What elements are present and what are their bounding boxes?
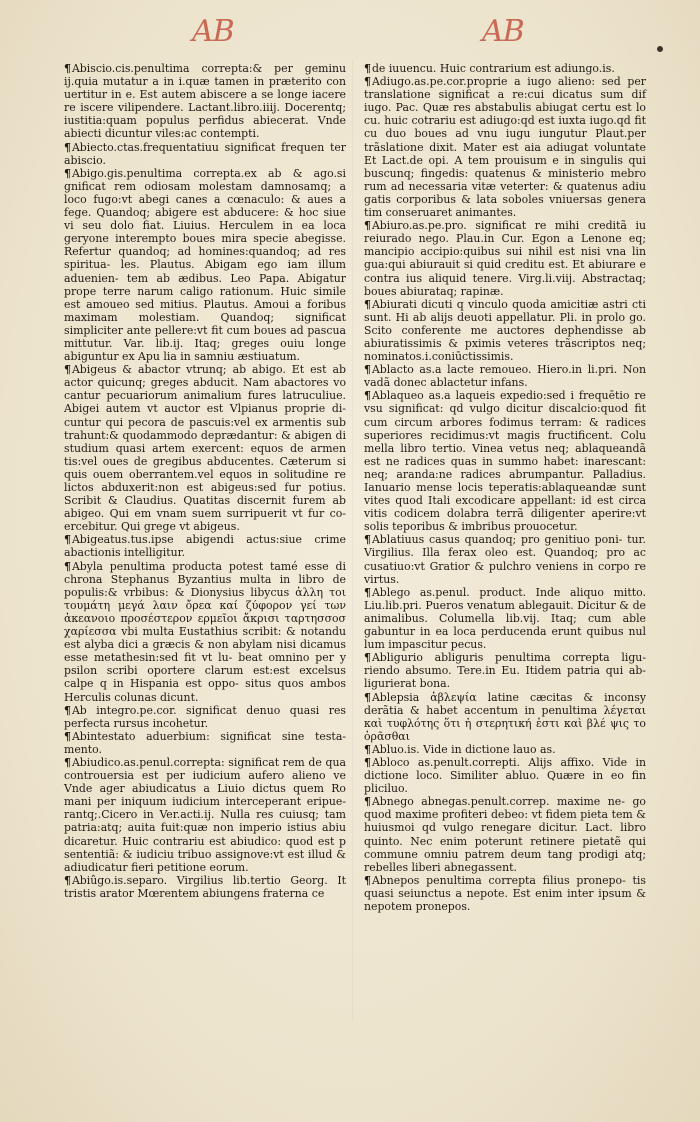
dictionary-entry bbox=[64, 730, 346, 756]
dictionary-entry bbox=[364, 75, 646, 219]
pilcrow-mark: ¶ bbox=[364, 585, 371, 599]
dictionary-entry bbox=[364, 219, 646, 298]
entry-text: Abigeus & abactor vtrunq; ab abigo. Et est ab actor quicunq; greges abducit. Nam abactores vo cantur pecuariorum animalium fures latruculiue. Abigei autem vt auctor est Vlpianus proprie di- cuntur qui pecora de pascuis:vel ex armentis sub trahunt:& quodammodo deprædantur: & abigen di studium quasi artem exercent: equos de armen tis:vel oues de gregibus abducentes. Cæterum si quis ouem oberrantem.vel equos in solitudine re lictos abduxerit:non est abigeus:sed fur potius. Scribit & Claudius. Quatitas discernit furem ab abigeo. Qui em vnam suem surripuerit vt fur co- ercebitur. Qui grege vt abigeus. bbox=[64, 363, 346, 534]
column-gutter bbox=[352, 60, 353, 1020]
dictionary-entry bbox=[364, 795, 646, 874]
dictionary-entry bbox=[364, 691, 646, 743]
entry-text: Abyla penultima producta potest tamé esse di chrona Stephanus Byzantius multa in libro de populis:& vrbibus: & Dionysius libycus ἀλλη τοι τουμάτη μεγά λαιν ὄρεα καί ζύφορον γεί των ἀκεανοιο προσέστερον ερμεῖοι ἄκρισι ταρτησσοσ χαρίεσσα vbi multa Eustathius scribit: & notandu est alyba dici a græcis & non abylam nisi dicamus esse metathesin:sed fit vt lu- beat omnino per y psilon scribi oportere clarum est:est excelsus calpe q in Hispania est oppo- situs quos ambos Herculis colunas dicunt. bbox=[64, 559, 346, 704]
pilcrow-mark: ¶ bbox=[364, 219, 371, 233]
entry-text: Abloco as.penult.correpti. Alijs affixo. Vide in dictione loco. Similiter abluo. Quære in eo fin pliciluo. bbox=[364, 755, 646, 796]
entry-text: Abnego abnegas.penult.correp. maxime ne- go quod maxime profiteri debeo: vt fidem pieta tem & huiusmoi qd vulgo renegare dicitur. Lact. libro quinto. Nec enim poterunt retinere pietatẽ qui commune omniu patrem deum tang prodigi atq; rebelles liberi abnegassent. bbox=[364, 795, 646, 874]
pilcrow-mark: ¶ bbox=[364, 651, 371, 665]
pilcrow-mark: ¶ bbox=[64, 559, 71, 573]
pilcrow-mark: ¶ bbox=[364, 297, 371, 311]
pilcrow-mark: ¶ bbox=[64, 873, 71, 887]
pilcrow-mark: ¶ bbox=[64, 755, 71, 769]
dictionary-entry bbox=[64, 533, 346, 559]
signature-mark-right: AB bbox=[482, 14, 524, 49]
dictionary-entry bbox=[364, 363, 646, 389]
entry-text: Abiûgo.is.separo. Virgilius lib.tertio Georg. It tristis arator Mœrentem abiungens fraterna ce bbox=[64, 873, 346, 900]
dictionary-entry bbox=[364, 586, 646, 651]
entry-text: Abnepos penultima correpta filius pronepo- tis quasi seiunctus a nepote. Est enim inter ipsum & nepotem pronepos. bbox=[364, 873, 646, 913]
dictionary-entry bbox=[364, 756, 646, 795]
dictionary-entry bbox=[64, 141, 346, 167]
dictionary-entry bbox=[64, 363, 346, 533]
pilcrow-mark: ¶ bbox=[364, 742, 371, 756]
pilcrow-mark: ¶ bbox=[64, 62, 71, 75]
entry-text: Adiugo.as.pe.cor.proprie a iugo alieno: sed per translatione significat a re:cui dicatus sum dif iugo. Pac. Quæ res abstabulis abiugat certu est lo cu. huic cotrariu est adiugo:qd est iuxta iugo.qd fit cu duo boues ad vnu iugu iungutur Plaut.per trãslatione dixit. Mater est aia adiugat voluntate Et Lact.de opi. A tem prouisum e in singulis qui buscunq; fingedis: quatenus & ministerio mebro rum ad necessaria vitæ veterter: & quatenus adiu gatis corporibus & lata soboles vniuersas genera tim conseruaret animantes. bbox=[364, 75, 646, 220]
signature-mark-left: AB bbox=[192, 14, 234, 49]
entry-text: Abluo.is. Vide in dictione lauo as. bbox=[371, 742, 556, 756]
pilcrow-mark: ¶ bbox=[364, 795, 371, 809]
pilcrow-mark: ¶ bbox=[64, 729, 71, 743]
entry-text: Ablaqueo as.a laqueis expedio:sed i frequētio re vsu significat: qd vulgo dicitur discalcio:quod fit cum circum arbores fodimus terram: & radices superiores recidimus:vt magis fructificent. Colu mella libro tertio. Vinea vetus neq; ablaqueandã est ne radices quas in summo habet: inarescant: neq; aranda:ne radices abrumpantur. Palladius. Ianuario mense locis teperatis:ablaqueandæ sunt vites quod Itali excodicare appellant: id est circa vitis codicem dolabra terrã diligenter aperire:vt solis teporibus & imbribus prouocetur. bbox=[364, 389, 646, 534]
dictionary-entry bbox=[364, 533, 646, 585]
entry-text: Ablego as.penul. product. Inde aliquo mitto. Liu.lib.pri. Pueros venatum ablegauit. Dicitur & de animalibus. Columella lib.vij. Itaq; cum able gabuntur in ea loca perducenda erunt quibus nul lum impascitur pecus. bbox=[364, 585, 646, 652]
pilcrow-mark: ¶ bbox=[64, 140, 71, 154]
entry-text: Ablacto as.a lacte remoueo. Hiero.in li.pri. Non vadã donec ablactetur infans. bbox=[364, 363, 646, 390]
pilcrow-mark: ¶ bbox=[64, 703, 71, 717]
dictionary-entry bbox=[64, 704, 346, 730]
pilcrow-mark: ¶ bbox=[64, 363, 71, 377]
dictionary-entry bbox=[64, 874, 346, 900]
left-column bbox=[64, 62, 346, 900]
dictionary-entry bbox=[64, 62, 346, 141]
pilcrow-mark: ¶ bbox=[364, 389, 371, 403]
entry-text: Abiscio.cis.penultima correpta:& per geminu ij.quia mutatur a in i.quæ tamen in præterito con uertitur in e. Est autem abiscere a se longe iacere re iscere vilipendere. Lactant.libro.iiij. Docerentq; iustitia:quam populus perfidus abiecerat. Vnde abiecti dicuntur viles:ac contempti. bbox=[64, 62, 346, 141]
dictionary-entry bbox=[64, 167, 346, 363]
dictionary-entry bbox=[364, 743, 646, 756]
entry-text: Abiuro.as.pe.pro. significat re mihi creditã iu reiurado nego. Plau.in Cur. Egon a Lenone eq; mancipio accipio:quibus sui nihil est nisi vna lin gua:qui abiurauit si quid creditu est. Et abiurare e contra ius aliquid tenere. Virg.li.viij. Abstractaq; boues abiurataq; rapinæ. bbox=[364, 219, 646, 298]
right-column bbox=[364, 62, 646, 913]
entry-text: de iuuencu. Huic contrarium est adiungo.is. bbox=[371, 62, 615, 75]
dictionary-entry bbox=[64, 756, 346, 874]
pilcrow-mark: ¶ bbox=[364, 62, 371, 75]
pilcrow-mark: ¶ bbox=[64, 166, 71, 180]
pilcrow-mark: ¶ bbox=[364, 75, 371, 89]
pilcrow-mark: ¶ bbox=[364, 363, 371, 377]
entry-text: Abligurio abliguris penultima correpta ligu- riendo absumo. Tere.in Eu. Itidem patria qui ab- ligurierat bona. bbox=[364, 651, 646, 691]
dictionary-entry bbox=[364, 389, 646, 533]
entry-text: Abigeatus.tus.ipse abigendi actus:siue crime abactionis intelligitur. bbox=[64, 533, 346, 560]
dictionary-entry bbox=[364, 874, 646, 913]
dictionary-entry bbox=[64, 560, 346, 704]
dictionary-entry bbox=[364, 651, 646, 690]
entry-text: Ablepsia ἀβλεψία latine cæcitas & inconsy derãtia & habet accentum in penultima λέγεται καὶ τυφλότης ὅτι ἡ στερητική ἐστι καὶ βλέ ψις το ὁρᾶσθαι bbox=[364, 690, 646, 743]
pilcrow-mark: ¶ bbox=[64, 533, 71, 547]
ink-spot bbox=[657, 46, 663, 52]
entry-text: Ab integro.pe.cor. significat denuo quasi res perfecta rursus incohetur. bbox=[64, 703, 346, 730]
entry-text: Abintestato aduerbium: significat sine testa- mento. bbox=[64, 729, 346, 756]
entry-text: Abiurati dicuti q vinculo quoda amicitiæ astri cti sunt. Hi ab alijs deuoti appellatur. Pli. in prolo go. Scito conferente me auctores dephendisse ab abiuratissimis & pximis veteres trãscriptos neq; nominatos.i.coniūctissimis. bbox=[364, 297, 646, 364]
entry-text: Abigo.gis.penultima correpta.ex ab & ago.si gnificat rem odiosam molestam damnosamq; a loco fugo:vt abegi canes a cœnaculo: & aues a fege. Quandoq; abigere est abducere: & hoc siue vi seu dolo fiat. Liuius. Herculem in ea loca geryone interempto boues mira specie abegisse. Refertur quandoq; ad homines:quandoq; ad res spiritua- les. Plautus. Abigam ego iam illum aduenien- tem ab ædibus. Leo Papa. Abigatur prope terre narum caligo rationum. Huic simile est amoueo sed mitius. Plautus. Amoui a foribus maximam molestiam. Quandoq; significat simpliciter ante pellere:vt fit cum boues ad pascua mittutur. Var. lib.ij. Itaq; greges ouiu longe abiguntur ex Apu lia in samniu æstiuatum. bbox=[64, 166, 346, 364]
pilcrow-mark: ¶ bbox=[364, 755, 371, 769]
dictionary-entry bbox=[364, 62, 646, 75]
pilcrow-mark: ¶ bbox=[364, 873, 371, 887]
pilcrow-mark: ¶ bbox=[364, 533, 371, 547]
entry-text: Abiudico.as.penul.correpta: significat rem de qua controuersia est per iudicium aufero alieno ve Vnde ager abiudicatus a Liuio dictus quem Ro mani per iniquum iudicium interceperant eripue- rantq;.Cicero in Ver.acti.ij. Nulla res cuiusq; tam patria:atq; auita fuit:quæ non imperio istius abiu dicaretur. Huic contrariu est abiudico: quod est p sententiã: & iudiciu tribuo assignove:vt est illud & adiudicatur fieri petitione eorum. bbox=[64, 755, 346, 874]
entry-text: Ablatiuus casus quandoq; pro genitiuo poni- tur. Virgilius. Illa ferax oleo est. Quandoq; pro ac cusatiuo:vt Gratior & pulchro veniens in corpo re virtus. bbox=[364, 533, 646, 586]
dictionary-entry bbox=[364, 298, 646, 363]
pilcrow-mark: ¶ bbox=[364, 690, 371, 704]
entry-text: Abiecto.ctas.frequentatiuu significat frequen ter abiscio. bbox=[64, 140, 346, 167]
